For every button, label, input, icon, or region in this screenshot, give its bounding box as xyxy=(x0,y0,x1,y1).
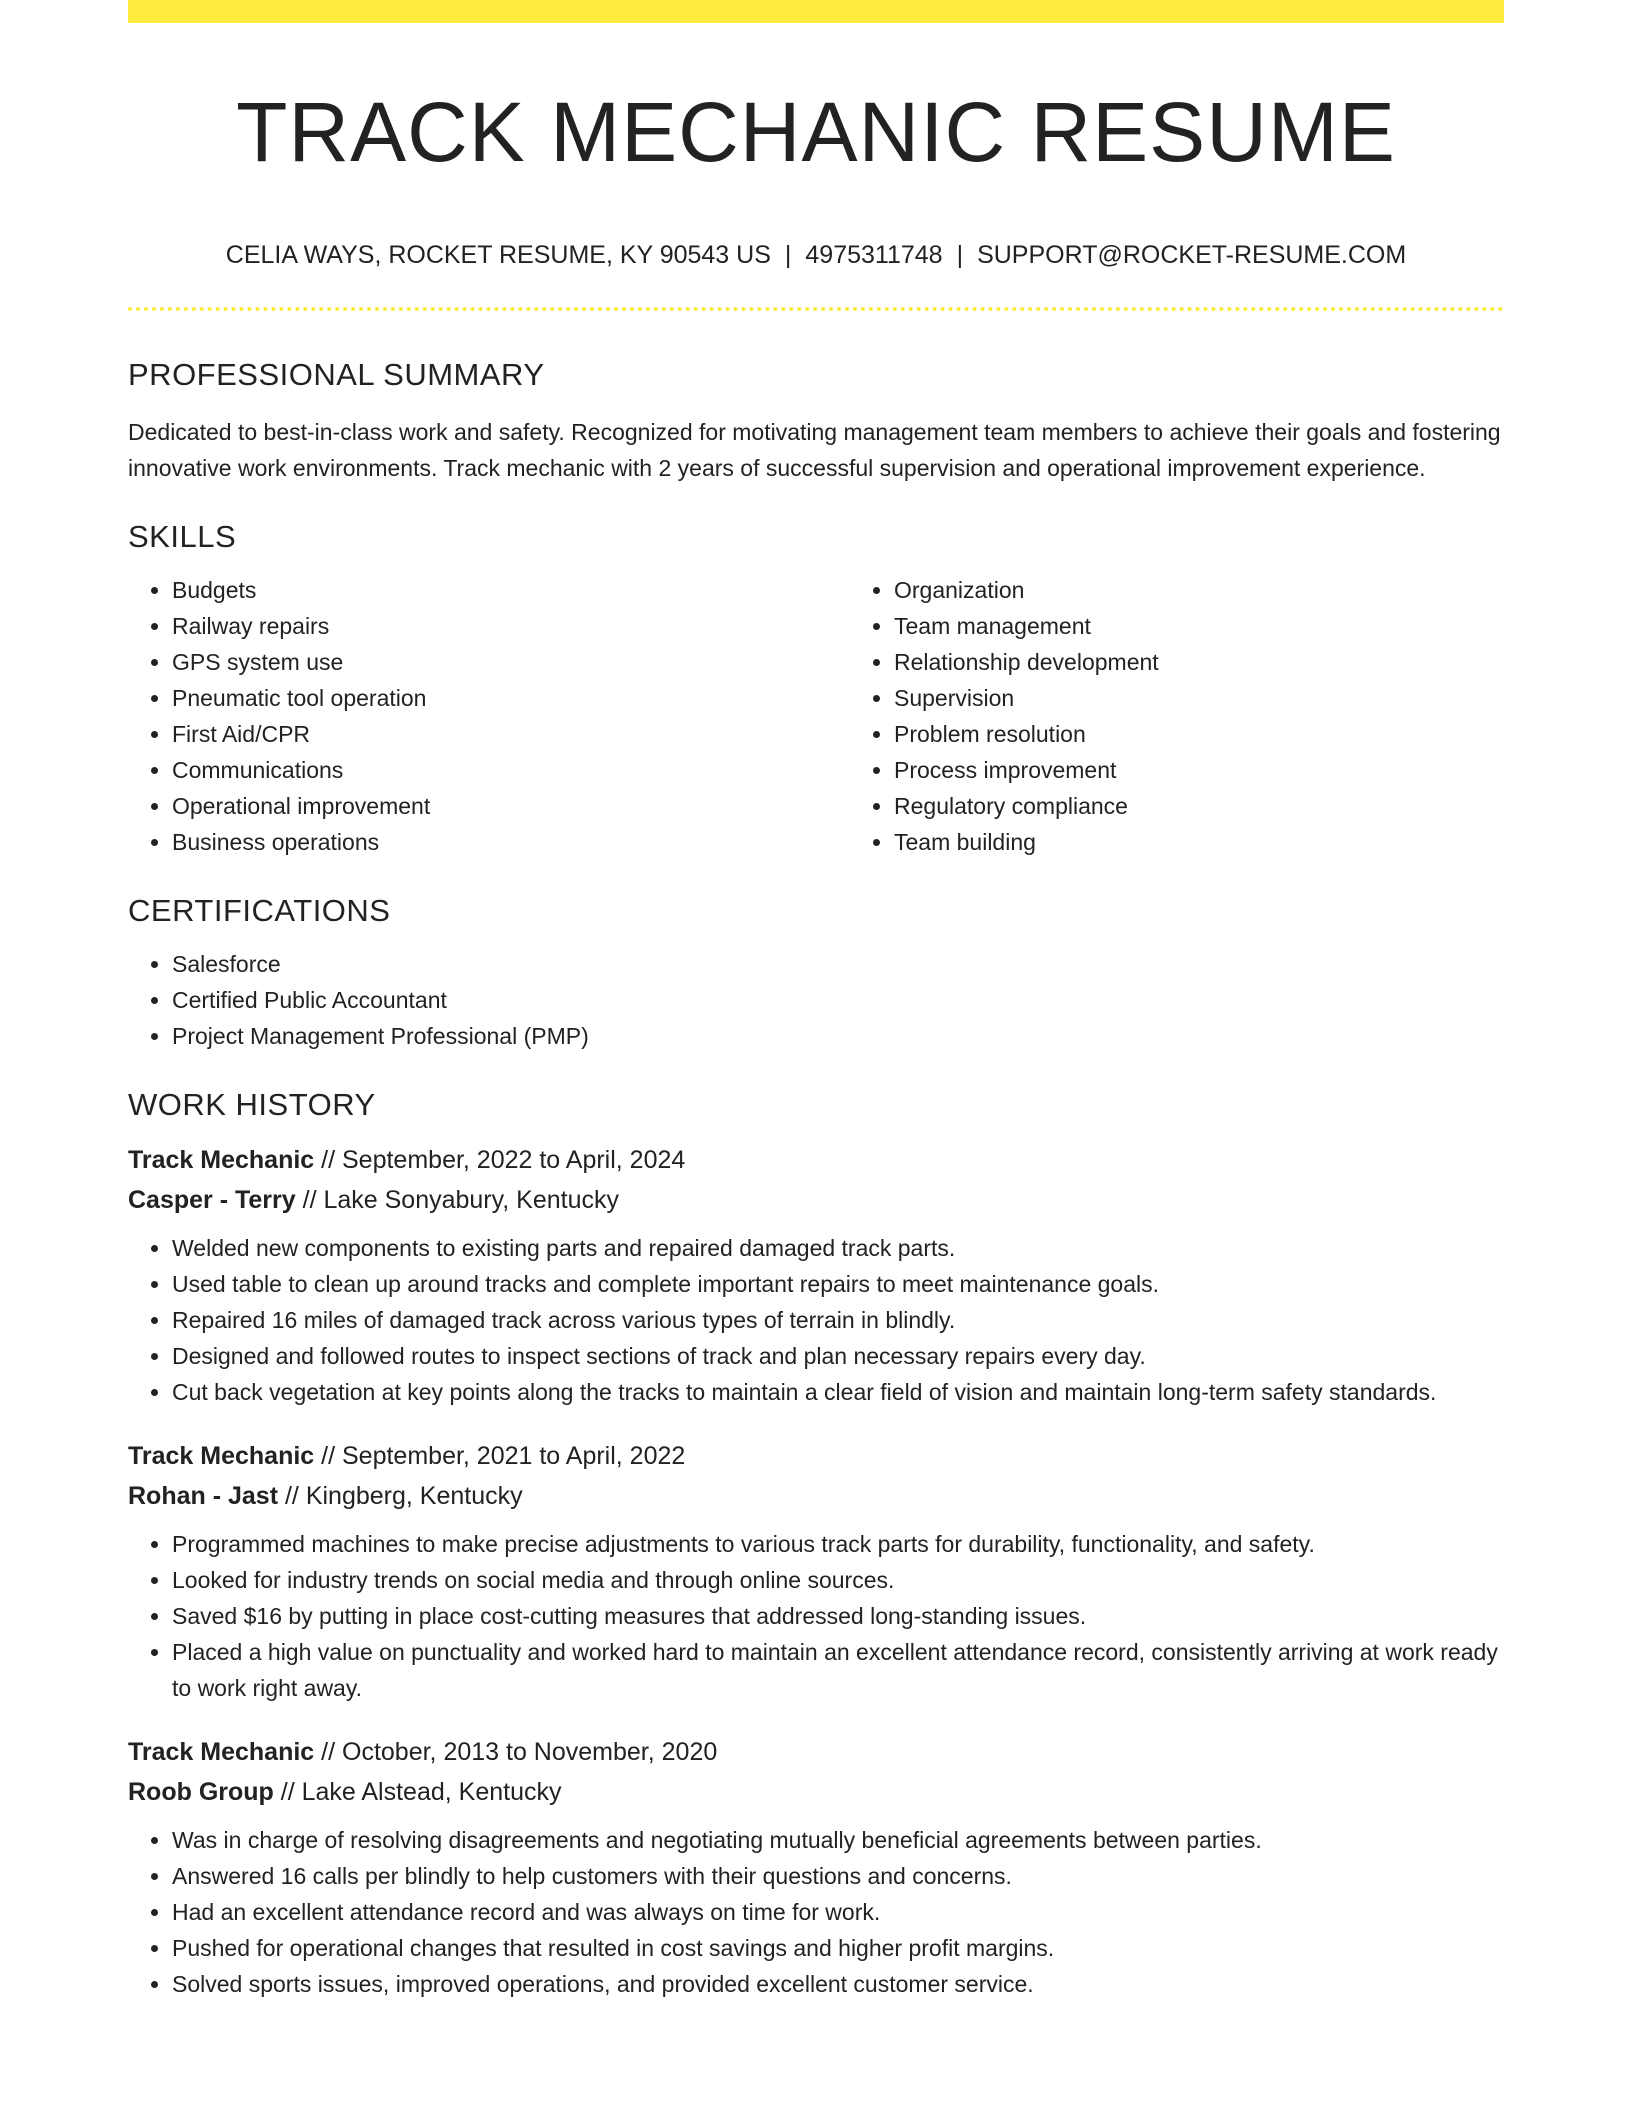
certifications-list xyxy=(128,946,1504,1054)
job-bullet: • Welded new components to existing parts and repaired damaged track parts. xyxy=(172,1230,1504,1266)
job-dates: // September, 2021 to April, 2022 xyxy=(314,1442,686,1470)
contact-line xyxy=(128,238,1504,272)
certification-item: • Certified Public Accountant xyxy=(172,982,1504,1018)
job-bullets xyxy=(128,1526,1504,1706)
skill-item: • Organization xyxy=(894,572,1548,608)
skill-item: • Regulatory compliance xyxy=(894,788,1548,824)
skill-item: • Budgets xyxy=(172,572,850,608)
certifications-section xyxy=(128,890,1504,1054)
job-bullet: • Cut back vegetation at key points along the tracks to maintain a clear field of vision and maintain long-term safety standards. xyxy=(172,1374,1504,1410)
skill-item: • Business operations xyxy=(172,824,850,860)
skill-item: • Pneumatic tool operation xyxy=(172,680,850,716)
job-bullet: • Answered 16 calls per blindly to help customers with their questions and concerns. xyxy=(172,1858,1504,1894)
job-dates: // October, 2013 to November, 2020 xyxy=(314,1738,718,1766)
job-bullet: • Used table to clean up around tracks and complete important repairs to meet maintenance goals. xyxy=(172,1266,1504,1302)
job-bullet: • Repaired 16 miles of damaged track across various types of terrain in blindly. xyxy=(172,1302,1504,1338)
contact-separator: | xyxy=(784,241,792,269)
skill-item: • Process improvement xyxy=(894,752,1548,788)
contact-phone: 4975311748 xyxy=(805,241,943,269)
contact-address: CELIA WAYS, ROCKET RESUME, KY 90543 US xyxy=(225,241,771,269)
job-title: Track Mechanic xyxy=(128,1146,315,1174)
job-entry xyxy=(128,1140,1504,1410)
job-bullet: • Saved $16 by putting in place cost-cutting measures that addressed long-standing issues. xyxy=(172,1598,1504,1634)
skill-item: • Operational improvement xyxy=(172,788,850,824)
job-title-line xyxy=(128,1732,1504,1772)
work-history-section xyxy=(128,1084,1504,2002)
job-title-line xyxy=(128,1436,1504,1476)
section-heading-certifications: CERTIFICATIONS xyxy=(128,893,391,928)
skills-section xyxy=(128,516,1504,860)
job-location: // Lake Alstead, Kentucky xyxy=(273,1778,562,1806)
certification-item: • Project Management Professional (PMP) xyxy=(172,1018,1504,1054)
job-bullet: • Looked for industry trends on social media and through online sources. xyxy=(172,1562,1504,1598)
skill-item: • Team building xyxy=(894,824,1548,860)
skill-item: • Problem resolution xyxy=(894,716,1548,752)
skills-grid xyxy=(128,558,1504,860)
summary-text: Dedicated to best-in-class work and safety. Recognized for motivating management team members to achieve their goals and fostering innovative work environments. Track mechanic with 2 years of successful supervision and operational improvement experience. xyxy=(128,419,1501,481)
job-bullet: • Had an excellent attendance record and was always on time for work. xyxy=(172,1894,1504,1930)
job-bullet: • Designed and followed routes to inspect sections of track and plan necessary repairs every day. xyxy=(172,1338,1504,1374)
skill-item: • Railway repairs xyxy=(172,608,850,644)
resume-title: TRACK MECHANIC RESUME xyxy=(236,85,1396,179)
top-accent-bar xyxy=(128,0,1504,23)
job-company: Rohan - Jast xyxy=(128,1482,279,1510)
job-company-line xyxy=(128,1476,1504,1516)
job-entry xyxy=(128,1732,1504,2002)
job-location: // Kingberg, Kentucky xyxy=(278,1482,523,1510)
section-heading-skills: SKILLS xyxy=(128,519,237,554)
job-dates: // September, 2022 to April, 2024 xyxy=(314,1146,686,1174)
job-company-line xyxy=(128,1772,1504,1812)
certification-item: • Salesforce xyxy=(172,946,1504,982)
contact-email[interactable]: SUPPORT@ROCKET-RESUME.COM xyxy=(977,241,1407,269)
skill-item: • Communications xyxy=(172,752,850,788)
job-title: Track Mechanic xyxy=(128,1738,315,1766)
skills-list-left xyxy=(128,572,850,860)
job-entry xyxy=(128,1436,1504,1706)
skill-item: • Team management xyxy=(894,608,1548,644)
dotted-divider xyxy=(128,307,1504,311)
job-company-line xyxy=(128,1180,1504,1220)
job-bullet: • Pushed for operational changes that resulted in cost savings and higher profit margins. xyxy=(172,1930,1504,1966)
section-heading-summary: PROFESSIONAL SUMMARY xyxy=(128,357,545,392)
summary-section xyxy=(128,354,1504,486)
job-company: Roob Group xyxy=(128,1778,274,1806)
job-bullet: • Programmed machines to make precise adjustments to various track parts for durability, functionality, and safety. xyxy=(172,1526,1504,1562)
job-location: // Lake Sonyabury, Kentucky xyxy=(295,1186,619,1214)
section-heading-work-history: WORK HISTORY xyxy=(128,1087,376,1122)
job-title-line xyxy=(128,1140,1504,1180)
resume-content xyxy=(128,354,1504,2002)
job-company: Casper - Terry xyxy=(128,1186,296,1214)
skills-list-right xyxy=(850,572,1548,860)
job-bullet: • Was in charge of resolving disagreements and negotiating mutually beneficial agreements between parties. xyxy=(172,1822,1504,1858)
skill-item: • GPS system use xyxy=(172,644,850,680)
job-title: Track Mechanic xyxy=(128,1442,315,1470)
skill-item: • Supervision xyxy=(894,680,1548,716)
job-bullet: • Solved sports issues, improved operations, and provided excellent customer service. xyxy=(172,1966,1504,2002)
resume-page xyxy=(128,0,1504,1997)
skill-item: • Relationship development xyxy=(894,644,1548,680)
job-bullets xyxy=(128,1822,1504,2002)
skill-item: • First Aid/CPR xyxy=(172,716,850,752)
job-bullets xyxy=(128,1230,1504,1410)
contact-separator: | xyxy=(956,241,964,269)
job-bullet: • Placed a high value on punctuality and worked hard to maintain an excellent attendance record, consistently arriving at work ready to work right away. xyxy=(172,1634,1504,1706)
